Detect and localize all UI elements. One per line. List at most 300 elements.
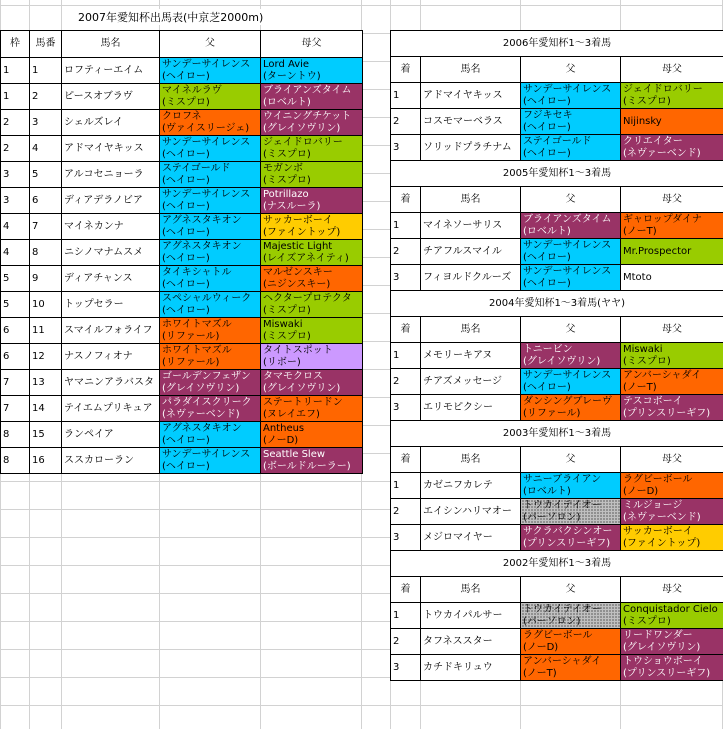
dam-sire-cell[interactable] <box>261 110 363 136</box>
header-name: 馬名 <box>421 447 521 473</box>
section-header-row <box>391 447 723 473</box>
section-title-row <box>391 31 723 57</box>
dam-sire-cell[interactable] <box>621 135 723 161</box>
sire-cell-name: サニーブライアン <box>523 473 602 485</box>
horse-name-cell[interactable]: テイエムプリキュア <box>62 396 160 422</box>
table-row <box>1 136 363 162</box>
horse-name-cell[interactable]: ソリッドプラチナム <box>421 135 521 161</box>
dam-sire-cell-name: ブライアンズタイム <box>263 84 352 96</box>
dam-sire-cell[interactable] <box>261 448 363 474</box>
dam-sire-cell-name: テスコボーイ <box>623 395 683 407</box>
sire-cell-name: マイネルラヴ <box>162 84 222 96</box>
sire-cell-line: (ヘイロー) <box>162 304 210 316</box>
sire-cell-line: (ヘイロー) <box>162 252 210 264</box>
dam-sire-cell-name: サッカーボーイ <box>623 525 693 537</box>
header-sire: 父 <box>521 447 621 473</box>
sire-cell[interactable] <box>521 473 621 499</box>
sire-cell-name: ラグビーボール <box>523 629 593 641</box>
dam-sire-cell-name: Majestic Light <box>263 240 333 252</box>
dam-sire-cell[interactable] <box>621 239 723 265</box>
sire-cell-name: トウカイテイオー <box>523 499 602 511</box>
waku-cell[interactable]: 5 <box>1 292 30 318</box>
waku-cell[interactable]: 1 <box>1 84 30 110</box>
dam-sire-cell-line: (ボールドルーラー) <box>263 460 351 472</box>
sire-cell[interactable] <box>521 629 621 655</box>
sire-cell[interactable] <box>160 214 261 240</box>
sire-cell[interactable] <box>521 655 621 681</box>
dam-sire-cell-line: (プリンスリーギフ) <box>623 667 711 679</box>
sire-cell[interactable] <box>521 109 621 135</box>
sire-cell[interactable] <box>160 344 261 370</box>
sire-cell-name: ダンシングブレーヴ <box>523 395 612 407</box>
waku-cell[interactable]: 1 <box>1 58 30 84</box>
dam-sire-cell-name: マルゼンスキー <box>263 266 333 278</box>
dam-sire-cell[interactable] <box>621 525 723 551</box>
sire-cell[interactable] <box>160 292 261 318</box>
umaban-cell[interactable]: 6 <box>30 188 62 214</box>
table-row <box>1 292 363 318</box>
table-row <box>1 58 363 84</box>
header-sire: 父 <box>160 31 261 58</box>
header-sire: 父 <box>521 187 621 213</box>
sire-cell-line: (パーソロン) <box>523 615 581 627</box>
place-cell[interactable]: 2 <box>391 239 421 265</box>
dam-sire-cell[interactable] <box>621 629 723 655</box>
umaban-cell[interactable]: 10 <box>30 292 62 318</box>
sire-cell[interactable] <box>521 525 621 551</box>
header-umaban: 馬番 <box>30 31 62 58</box>
sire-cell-line: (ヘイロー) <box>162 148 210 160</box>
table-row <box>391 135 723 161</box>
sire-cell-line: (グレイソヴリン) <box>523 355 601 367</box>
header-name: 馬名 <box>421 317 521 343</box>
dam-sire-cell-line: (ミスプロ) <box>623 95 671 107</box>
horse-name-cell[interactable]: スマイルフォライフ <box>62 318 160 344</box>
waku-cell[interactable]: 4 <box>1 214 30 240</box>
table-row <box>391 629 723 655</box>
sire-cell[interactable] <box>160 188 261 214</box>
dam-sire-cell[interactable] <box>621 655 723 681</box>
dam-sire-cell[interactable] <box>261 162 363 188</box>
horse-name-cell[interactable]: ランペイア <box>62 422 160 448</box>
horse-name-cell[interactable]: エリモピクシー <box>421 395 521 421</box>
dam-sire-cell[interactable] <box>261 136 363 162</box>
dam-sire-cell-name: トウショウボーイ <box>623 655 703 667</box>
dam-sire-cell-line: (ナスルーラ) <box>263 200 321 212</box>
sire-cell[interactable] <box>160 318 261 344</box>
dam-sire-cell[interactable] <box>621 603 723 629</box>
table-row <box>391 655 723 681</box>
horse-name-cell[interactable]: ヤマニンアラバスタ <box>62 370 160 396</box>
table-row <box>1 344 363 370</box>
section-header-row <box>391 187 723 213</box>
section-title-row <box>391 421 723 447</box>
sire-cell-name: サンデーサイレンス <box>162 58 251 70</box>
sire-cell-line: (リファール) <box>162 356 220 368</box>
dam-sire-cell[interactable] <box>621 109 723 135</box>
sire-cell-name: パラダイスクリーク <box>162 396 252 408</box>
sire-cell-line: (ヘイロー) <box>523 251 571 263</box>
dam-sire-cell-name: ヘクタープロテクタ <box>263 292 352 304</box>
sire-cell[interactable] <box>521 83 621 109</box>
entry-table-header <box>1 31 363 58</box>
dam-sire-cell-line: (リボー) <box>263 356 301 368</box>
sire-cell-line: (リファール) <box>162 330 220 342</box>
place-cell[interactable]: 2 <box>391 499 421 525</box>
dam-sire-cell-name: Conquistador Cielo <box>623 603 718 615</box>
dam-sire-cell-line: (レイズアネイティ) <box>263 252 349 264</box>
horse-name-cell[interactable]: チアズメッセージ <box>421 369 521 395</box>
sire-cell-line: (ヘイロー) <box>162 434 210 446</box>
horse-name-cell[interactable]: トウカイパルサー <box>421 603 521 629</box>
table-row <box>391 343 723 369</box>
waku-cell[interactable]: 4 <box>1 240 30 266</box>
table-row <box>1 370 363 396</box>
section-title-row <box>391 291 723 317</box>
dam-sire-cell-name: クリエイター <box>623 135 683 147</box>
sire-cell-name: ステイゴールド <box>162 162 231 174</box>
place-cell[interactable]: 3 <box>391 135 421 161</box>
dam-sire-cell-line: (ミスプロ) <box>623 355 671 367</box>
section-title-row <box>391 161 723 187</box>
umaban-cell[interactable]: 9 <box>30 266 62 292</box>
sire-cell[interactable] <box>160 162 261 188</box>
sire-cell[interactable] <box>160 136 261 162</box>
dam-sire-cell[interactable] <box>261 84 363 110</box>
sire-cell[interactable] <box>521 239 621 265</box>
dam-sire-cell[interactable] <box>261 188 363 214</box>
header-dam-sire: 母父 <box>621 577 723 603</box>
sire-cell-name: アグネスタキオン <box>162 214 242 226</box>
horse-name-cell[interactable]: ススカローラン <box>62 448 160 474</box>
waku-cell[interactable]: 5 <box>1 266 30 292</box>
dam-sire-cell-name: ミルジョージ <box>623 499 683 511</box>
dam-sire-cell[interactable] <box>621 83 723 109</box>
dam-sire-cell-line: (ファイントップ) <box>623 537 701 549</box>
sire-cell[interactable] <box>521 369 621 395</box>
dam-sire-cell-line: (グレイソヴリン) <box>263 382 341 394</box>
horse-name-cell[interactable]: シェルズレイ <box>62 110 160 136</box>
sire-cell[interactable] <box>521 343 621 369</box>
section-title-row <box>391 551 723 577</box>
dam-sire-cell-line: (ターントウ) <box>263 70 321 82</box>
horse-name-cell[interactable]: エイシンハリマオー <box>421 499 521 525</box>
sire-cell-line: (ヘイロー) <box>523 95 571 107</box>
dam-sire-cell-line: (ヌレイエフ) <box>263 408 320 420</box>
dam-sire-cell[interactable] <box>261 292 363 318</box>
dam-sire-cell-name: Lord Avie <box>263 58 310 70</box>
umaban-cell[interactable]: 3 <box>30 110 62 136</box>
place-cell[interactable]: 1 <box>391 213 421 239</box>
dam-sire-cell-line: (ミスプロ) <box>263 330 311 342</box>
sire-cell[interactable] <box>160 370 261 396</box>
header-dam-sire: 母父 <box>621 447 723 473</box>
sire-cell-line: (グレイソヴリン) <box>162 382 240 394</box>
sire-cell-line: (ヘイロー) <box>162 174 210 186</box>
horse-name-cell[interactable]: マイネソーサリス <box>421 213 521 239</box>
horse-name-cell[interactable]: トップセラー <box>62 292 160 318</box>
table-row <box>1 240 363 266</box>
header-place: 着 <box>391 57 421 83</box>
place-cell[interactable]: 1 <box>391 473 421 499</box>
sire-cell-line: (ネヴァーベンド) <box>162 408 240 420</box>
dam-sire-cell[interactable] <box>621 213 723 239</box>
place-cell[interactable]: 3 <box>391 655 421 681</box>
sire-cell-name: フジキセキ <box>523 109 573 121</box>
dam-sire-cell-line: (プリンスリーギフ) <box>623 407 711 419</box>
sire-cell-line: (リファール) <box>523 407 581 419</box>
dam-sire-cell[interactable] <box>621 265 723 291</box>
dam-sire-cell[interactable] <box>261 344 363 370</box>
place-cell[interactable]: 1 <box>391 83 421 109</box>
place-cell[interactable]: 2 <box>391 109 421 135</box>
dam-sire-cell-name: ジェイドロバリー <box>623 83 703 95</box>
sire-cell-line: (ノーT) <box>523 667 557 679</box>
horse-name-cell[interactable]: アドマイヤキッス <box>421 83 521 109</box>
header-name: 馬名 <box>421 187 521 213</box>
dam-sire-cell-line: (ファイントップ) <box>263 226 341 238</box>
sire-cell[interactable] <box>521 395 621 421</box>
waku-cell[interactable]: 2 <box>1 136 30 162</box>
horse-name-cell[interactable]: ナスノフィオナ <box>62 344 160 370</box>
waku-cell[interactable]: 8 <box>1 448 30 474</box>
header-dam-sire: 母父 <box>621 187 723 213</box>
dam-sire-cell-line: (ノーD) <box>263 434 299 446</box>
sire-cell[interactable] <box>160 448 261 474</box>
sire-cell-line: (ヘイロー) <box>162 200 210 212</box>
sire-cell[interactable] <box>160 110 261 136</box>
umaban-cell[interactable]: 12 <box>30 344 62 370</box>
horse-name-cell[interactable]: アドマイヤキッス <box>62 136 160 162</box>
table-row <box>1 318 363 344</box>
header-place: 着 <box>391 187 421 213</box>
dam-sire-cell-line: (ミスプロ) <box>263 148 311 160</box>
dam-sire-cell[interactable] <box>621 369 723 395</box>
sire-cell[interactable] <box>521 135 621 161</box>
header-place: 着 <box>391 317 421 343</box>
table-row <box>391 499 723 525</box>
horse-name-cell[interactable]: ニシノマナムスメ <box>62 240 160 266</box>
header-sire: 父 <box>521 577 621 603</box>
sire-cell[interactable] <box>160 266 261 292</box>
sire-cell[interactable] <box>160 240 261 266</box>
header-dam-sire: 母父 <box>621 57 723 83</box>
umaban-cell[interactable]: 7 <box>30 214 62 240</box>
sire-cell-name: サンデーサイレンス <box>162 448 251 460</box>
waku-cell[interactable]: 3 <box>1 162 30 188</box>
sire-cell-name: サクラバクシンオー <box>523 525 613 537</box>
waku-cell[interactable]: 7 <box>1 370 30 396</box>
header-name: 馬名 <box>62 31 160 58</box>
table-row <box>1 110 363 136</box>
sire-cell[interactable] <box>521 265 621 291</box>
waku-cell[interactable]: 7 <box>1 396 30 422</box>
dam-sire-cell-line: (ニジンスキー) <box>263 278 331 290</box>
section-title: 2005年愛知杯1～3着馬 <box>391 161 723 187</box>
sire-cell-name: ブライアンズタイム <box>523 213 612 225</box>
place-cell[interactable]: 2 <box>391 629 421 655</box>
sire-cell-name: サンデーサイレンス <box>523 369 612 381</box>
table-row <box>391 239 723 265</box>
dam-sire-cell[interactable] <box>261 266 363 292</box>
table-row <box>1 188 363 214</box>
sire-cell-line: (ヘイロー) <box>162 70 210 82</box>
place-cell[interactable]: 2 <box>391 369 421 395</box>
horse-name-cell[interactable]: フィヨルドクルーズ <box>421 265 521 291</box>
dam-sire-cell[interactable] <box>261 58 363 84</box>
sire-cell[interactable] <box>521 499 621 525</box>
entry-table <box>0 30 363 474</box>
sire-cell[interactable] <box>521 213 621 239</box>
umaban-cell[interactable]: 8 <box>30 240 62 266</box>
place-cell[interactable]: 1 <box>391 343 421 369</box>
dam-sire-cell[interactable] <box>261 214 363 240</box>
sire-cell-line: (ヘイロー) <box>162 278 210 290</box>
sire-cell-line: (ノーD) <box>523 641 559 653</box>
horse-name-cell[interactable]: タフネススター <box>421 629 521 655</box>
place-cell[interactable]: 3 <box>391 395 421 421</box>
section-header-row <box>391 57 723 83</box>
waku-cell[interactable]: 6 <box>1 318 30 344</box>
dam-sire-cell-name: Antheus <box>263 422 305 434</box>
dam-sire-cell-name: ラグビーボール <box>623 473 693 485</box>
sire-cell-name: サンデーサイレンス <box>162 136 251 148</box>
horse-name-cell[interactable]: ピースオブラヴ <box>62 84 160 110</box>
umaban-cell[interactable]: 14 <box>30 396 62 422</box>
dam-sire-cell[interactable] <box>261 318 363 344</box>
sire-cell-name: ホワイトマズル <box>162 318 232 330</box>
dam-sire-cell-name: ギャロップダイナ <box>623 213 702 225</box>
sire-cell-line: (ヘイロー) <box>523 147 571 159</box>
umaban-cell[interactable]: 16 <box>30 448 62 474</box>
table-row <box>391 473 723 499</box>
table-row <box>391 83 723 109</box>
dam-sire-cell[interactable] <box>261 422 363 448</box>
umaban-cell[interactable]: 15 <box>30 422 62 448</box>
dam-sire-cell[interactable] <box>261 370 363 396</box>
section-title: 2003年愛知杯1～3着馬 <box>391 421 723 447</box>
horse-name-cell[interactable]: ディアチャンス <box>62 266 160 292</box>
dam-sire-cell[interactable] <box>621 343 723 369</box>
horse-name-cell[interactable]: アルコセニョーラ <box>62 162 160 188</box>
table-row <box>391 213 723 239</box>
dam-sire-cell-name: ウイニングチケット <box>263 110 352 122</box>
sire-cell-line: (ヘイロー) <box>523 277 571 289</box>
past-results-table <box>390 30 723 681</box>
table-row <box>391 265 723 291</box>
dam-sire-cell-name: ステートリードン <box>263 396 343 408</box>
dam-sire-cell-name: サッカーボーイ <box>263 214 333 226</box>
sire-cell-line: (ヘイロー) <box>162 226 210 238</box>
header-sire: 父 <box>521 57 621 83</box>
dam-sire-cell-line: (ノーD) <box>623 485 659 497</box>
horse-name-cell[interactable]: カチドキリュウ <box>421 655 521 681</box>
dam-sire-cell-name: Nijinsky <box>623 115 662 127</box>
dam-sire-cell-line: (ミスプロ) <box>623 615 671 627</box>
sire-cell[interactable] <box>160 422 261 448</box>
dam-sire-cell-name: タイトスポット <box>263 344 333 356</box>
horse-name-cell[interactable]: メモリーキアヌ <box>421 343 521 369</box>
waku-cell[interactable]: 8 <box>1 422 30 448</box>
place-cell[interactable]: 1 <box>391 603 421 629</box>
dam-sire-cell[interactable] <box>621 499 723 525</box>
horse-name-cell[interactable]: カゼニフカレテ <box>421 473 521 499</box>
umaban-cell[interactable]: 11 <box>30 318 62 344</box>
header-sire: 父 <box>521 317 621 343</box>
sire-cell-name: サンデーサイレンス <box>162 188 251 200</box>
sire-cell-line: (パーソロン) <box>523 511 581 523</box>
dam-sire-cell-name: アンバーシャダイ <box>623 369 702 381</box>
dam-sire-cell-name: モガンボ <box>263 162 303 174</box>
dam-sire-cell[interactable] <box>621 395 723 421</box>
sire-cell-name: トウカイテイオー <box>523 603 602 615</box>
sire-cell[interactable] <box>160 58 261 84</box>
waku-cell[interactable]: 6 <box>1 344 30 370</box>
dam-sire-cell-name: Seattle Slew <box>263 448 326 460</box>
waku-cell[interactable]: 2 <box>1 110 30 136</box>
umaban-cell[interactable]: 2 <box>30 84 62 110</box>
dam-sire-cell[interactable] <box>261 396 363 422</box>
sire-cell-line: (ミスプロ) <box>162 96 210 108</box>
dam-sire-cell-name: Miswaki <box>263 318 303 330</box>
dam-sire-cell[interactable] <box>621 473 723 499</box>
header-waku: 枠 <box>1 31 30 58</box>
dam-sire-cell-name: Potrillazo <box>263 188 309 200</box>
dam-sire-cell-name: Mtoto <box>623 271 652 283</box>
place-cell[interactable]: 3 <box>391 265 421 291</box>
section-header-row <box>391 577 723 603</box>
sire-cell-name: サンデーサイレンス <box>523 83 612 95</box>
sire-cell-line: (ロベルト) <box>523 485 571 497</box>
dam-sire-cell-line: (ネヴァーベンド) <box>623 147 701 159</box>
sire-cell-name: トニービン <box>523 343 573 355</box>
sire-cell-name: サンデーサイレンス <box>523 265 612 277</box>
horse-name-cell[interactable]: ディアデラノビア <box>62 188 160 214</box>
sire-cell[interactable] <box>521 603 621 629</box>
section-title: 2004年愛知杯1～3着馬(ヤヤ) <box>391 291 723 317</box>
umaban-cell[interactable]: 5 <box>30 162 62 188</box>
table-row <box>391 109 723 135</box>
horse-name-cell[interactable]: メジロマイヤー <box>421 525 521 551</box>
dam-sire-cell-line: (グレイソヴリン) <box>623 641 701 653</box>
sire-cell-name: ステイゴールド <box>523 135 592 147</box>
header-name: 馬名 <box>421 57 521 83</box>
dam-sire-cell-line: (ミスプロ) <box>263 304 311 316</box>
waku-cell[interactable]: 3 <box>1 188 30 214</box>
table-row <box>1 448 363 474</box>
table-row <box>391 395 723 421</box>
dam-sire-cell[interactable] <box>261 240 363 266</box>
sire-cell[interactable] <box>160 396 261 422</box>
section-title: 2002年愛知杯1～3着馬 <box>391 551 723 577</box>
place-cell[interactable]: 3 <box>391 525 421 551</box>
umaban-cell[interactable]: 13 <box>30 370 62 396</box>
horse-name-cell[interactable]: ロフティーエイム <box>62 58 160 84</box>
table-row <box>1 266 363 292</box>
umaban-cell[interactable]: 4 <box>30 136 62 162</box>
horse-name-cell[interactable]: チアフルスマイル <box>421 239 521 265</box>
sire-cell-line: (ヘイロー) <box>523 121 571 133</box>
sire-cell-name: ホワイトマズル <box>162 344 232 356</box>
header-name: 馬名 <box>421 577 521 603</box>
horse-name-cell[interactable]: マイネカンナ <box>62 214 160 240</box>
horse-name-cell[interactable]: コスモマーベラス <box>421 109 521 135</box>
dam-sire-cell-line: (ノーT) <box>623 381 657 393</box>
dam-sire-cell-line: (ミスプロ) <box>263 174 311 186</box>
sire-cell[interactable] <box>160 84 261 110</box>
umaban-cell[interactable]: 1 <box>30 58 62 84</box>
sire-cell-name: スペシャルウィーク <box>162 292 252 304</box>
